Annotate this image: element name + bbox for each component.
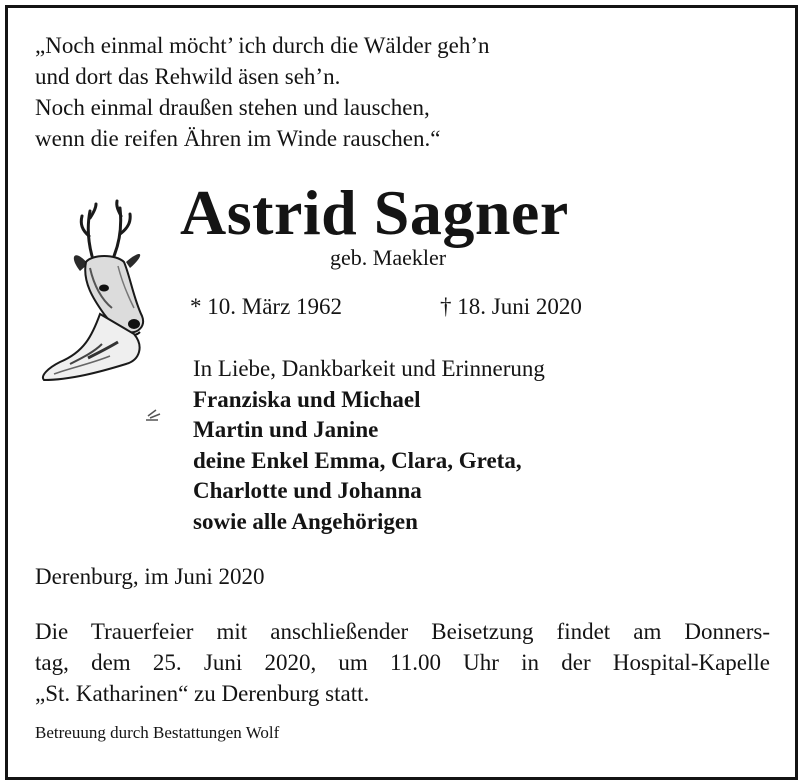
deceased-name: Astrid Sagner	[180, 177, 569, 248]
funeral-home-credit: Betreuung durch Bestattungen Wolf	[35, 723, 280, 742]
funeral-service-info	[35, 616, 770, 709]
mourner-line: deine Enkel Emma, Clara, Greta,	[193, 447, 522, 473]
maiden-name: geb. Maekler	[330, 245, 447, 270]
mourner-line: Charlotte und Johanna	[193, 478, 422, 503]
mourners-block	[193, 354, 545, 537]
mourners-intro: In Liebe, Dankbarkeit und Erinnerung	[193, 356, 545, 381]
service-line: tag, dem 25. Juni 2020, um 11.00 Uhr in der Hospital-Kapelle	[35, 650, 770, 675]
poem-line: wenn die reifen Ähren im Winde rauschen.“	[35, 126, 441, 151]
mourner-line: Martin und Janine	[193, 417, 379, 442]
place-date: Derenburg, im Juni 2020	[35, 564, 265, 589]
service-line: „St. Katharinen“ zu Derenburg statt.	[35, 681, 370, 706]
poem-line: Noch einmal draußen stehen und lauschen,	[35, 95, 430, 120]
birth-date: * 10. März 1962	[190, 294, 343, 319]
service-line: Die Trauerfeier mit anschließender Beisetzung findet am Donners-	[35, 619, 770, 644]
death-date: † 18. Juni 2020	[440, 294, 582, 319]
mourner-line: Franziska und Michael	[193, 386, 421, 412]
poem	[35, 30, 490, 154]
poem-line: und dort das Rehwild äsen seh’n.	[35, 64, 341, 89]
mourner-line: sowie alle Angehörigen	[193, 508, 418, 534]
roe-deer-icon	[30, 196, 175, 436]
poem-line: „Noch einmal möcht’ ich durch die Wälder geh’n	[35, 33, 490, 58]
